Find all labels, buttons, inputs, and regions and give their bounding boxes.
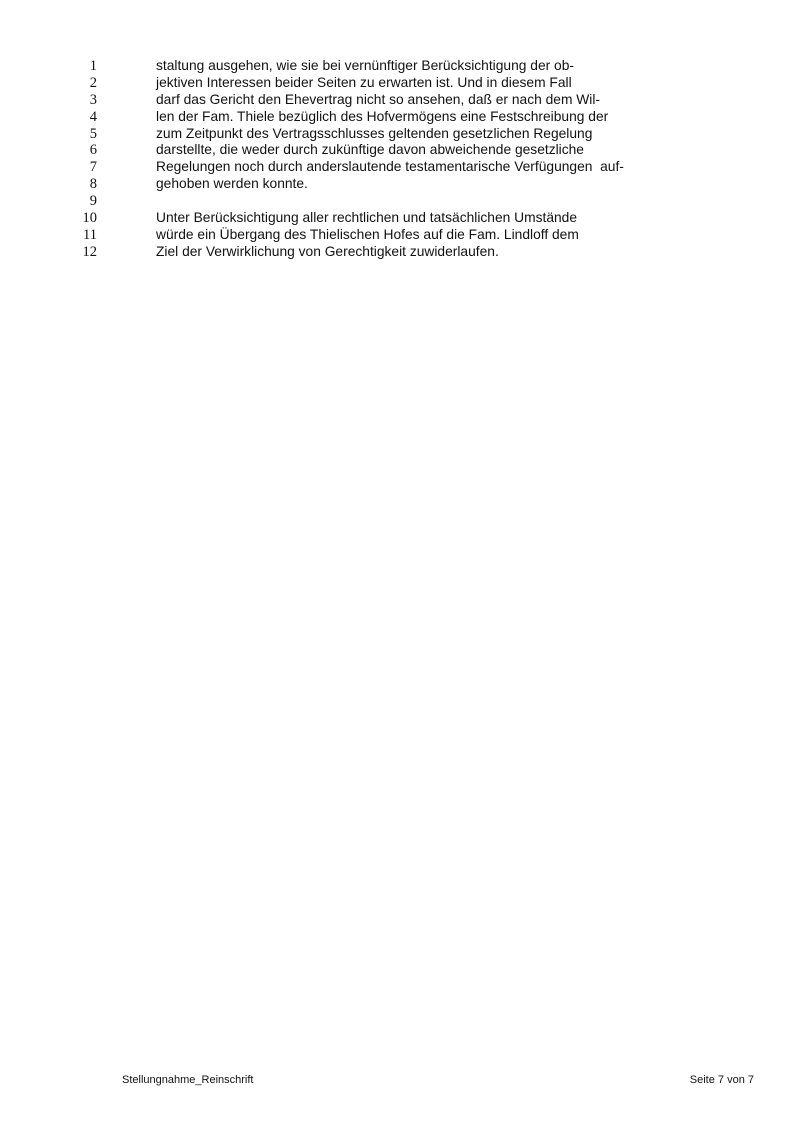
line-text: jektiven Interessen beider Seiten zu erwarten ist. Und in diesem Fall [156,74,572,90]
document-line [0,193,624,210]
line-text: zum Zeitpunkt des Vertragsschlusses geltenden gesetzlichen Regelung [156,125,593,141]
line-text: darf das Gericht den Ehevertrag nicht so ansehen, daß er nach dem Wil- [156,91,601,107]
line-number: 2 [89,74,97,91]
document-line [0,210,624,227]
document-line [0,58,624,75]
line-text: darstellte, die weder durch zukünftige davon abweichende gesetzliche [156,142,584,158]
document-line [0,126,624,143]
line-number: 10 [82,210,97,227]
document-line [0,159,624,176]
line-number: 11 [83,226,97,243]
line-number: 6 [89,142,97,159]
line-text: gehoben werden konnte. [156,176,308,192]
document-line [0,142,624,159]
line-number: 7 [89,159,97,176]
line-number: 9 [89,193,97,210]
line-text: len der Fam. Thiele bezüglich des Hofvermögens eine Festschreibung der [156,108,609,124]
line-number: 8 [89,176,97,193]
footer-page-indicator: Seite 7 von 7 [689,1074,754,1086]
document-line [0,176,624,193]
document-line [0,109,624,126]
document-line [0,75,624,92]
line-number: 12 [82,243,97,260]
line-number: 5 [89,125,97,142]
page-footer [122,1074,754,1086]
document-line [0,227,624,244]
document-line [0,92,624,109]
line-text: staltung ausgehen, wie sie bei vernünftiger Berücksichtigung der ob- [156,58,574,73]
line-text: Ziel der Verwirklichung von Gerechtigkeit zuwiderlaufen. [156,243,499,259]
line-number: 3 [89,91,97,108]
document-body [0,58,624,261]
line-text: würde ein Übergang des Thielischen Hofes auf die Fam. Lindloff dem [156,226,579,242]
line-number: 1 [89,58,97,74]
document-line [0,244,624,261]
line-number: 4 [89,108,97,125]
footer-document-name: Stellungnahme_Reinschrift [122,1074,254,1086]
line-text: Regelungen noch durch anderslautende testamentarische Verfügungen auf- [156,159,624,175]
line-text: Unter Berücksichtigung aller rechtlichen und tatsächlichen Umstände [156,210,578,226]
